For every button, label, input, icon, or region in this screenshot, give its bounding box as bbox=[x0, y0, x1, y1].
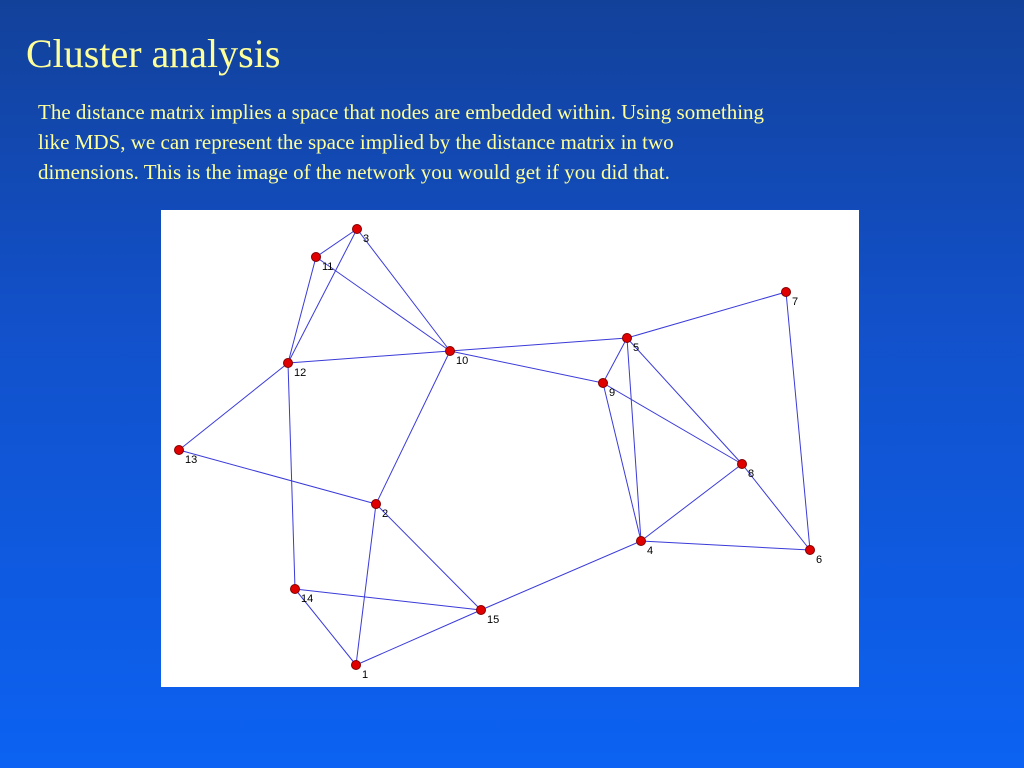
body-line-3: dimensions. This is the image of the network you would get if you did that. bbox=[38, 160, 670, 184]
edge-5-9 bbox=[603, 338, 627, 383]
body-line-1: The distance matrix implies a space that nodes are embedded within. Using something bbox=[38, 100, 765, 124]
node-4 bbox=[637, 537, 654, 558]
edge-12-14 bbox=[288, 363, 295, 589]
edge-12-13 bbox=[179, 363, 288, 450]
node-dot bbox=[623, 334, 632, 343]
node-6 bbox=[806, 546, 823, 567]
edge-10-5 bbox=[450, 338, 627, 351]
edge-11-12 bbox=[288, 257, 316, 363]
edge-13-2 bbox=[179, 450, 376, 504]
node-15 bbox=[477, 606, 500, 627]
node-dot bbox=[352, 661, 361, 670]
body-line-2: like MDS, we can represent the space implied by the distance matrix in two bbox=[38, 130, 674, 154]
edge-10-2 bbox=[376, 351, 450, 504]
node-7 bbox=[782, 288, 799, 309]
node-dot bbox=[637, 537, 646, 546]
node-label: 6 bbox=[816, 554, 823, 566]
node-label: 4 bbox=[647, 545, 654, 557]
slide-title: Cluster analysis bbox=[26, 31, 281, 76]
nodes-layer bbox=[175, 225, 823, 682]
node-13 bbox=[175, 446, 198, 467]
node-dot bbox=[738, 460, 747, 469]
edge-4-15 bbox=[481, 541, 641, 610]
network-diagram bbox=[161, 210, 859, 687]
edge-11-10 bbox=[316, 257, 450, 351]
node-dot bbox=[291, 585, 300, 594]
edge-8-4 bbox=[641, 464, 742, 541]
edge-3-11 bbox=[316, 229, 357, 257]
node-label: 3 bbox=[363, 233, 370, 245]
node-dot bbox=[806, 546, 815, 555]
node-label: 12 bbox=[294, 367, 307, 379]
edge-10-9 bbox=[450, 351, 603, 383]
node-label: 2 bbox=[382, 508, 389, 520]
node-14 bbox=[291, 585, 314, 606]
node-dot bbox=[599, 379, 608, 388]
edge-15-1 bbox=[356, 610, 481, 665]
node-label: 8 bbox=[748, 468, 755, 480]
edge-3-12 bbox=[288, 229, 357, 363]
node-label: 7 bbox=[792, 296, 799, 308]
node-label: 5 bbox=[633, 342, 640, 354]
edge-2-15 bbox=[376, 504, 481, 610]
node-label: 9 bbox=[609, 387, 616, 399]
node-5 bbox=[623, 334, 640, 355]
node-dot bbox=[477, 606, 486, 615]
edge-9-8 bbox=[603, 383, 742, 464]
network-diagram-panel bbox=[161, 210, 859, 687]
node-dot bbox=[372, 500, 381, 509]
node-dot bbox=[446, 347, 455, 356]
node-label: 1 bbox=[362, 669, 369, 681]
node-1 bbox=[352, 661, 369, 682]
node-dot bbox=[782, 288, 791, 297]
node-label: 15 bbox=[487, 614, 500, 626]
node-dot bbox=[175, 446, 184, 455]
node-label: 13 bbox=[185, 454, 198, 466]
edge-7-6 bbox=[786, 292, 810, 550]
node-label: 14 bbox=[301, 593, 314, 605]
edge-12-10 bbox=[288, 351, 450, 363]
node-dot bbox=[353, 225, 362, 234]
node-dot bbox=[312, 253, 321, 262]
edge-5-8 bbox=[627, 338, 742, 464]
edges-layer bbox=[179, 229, 810, 665]
node-dot bbox=[284, 359, 293, 368]
edge-14-15 bbox=[295, 589, 481, 610]
node-8 bbox=[738, 460, 755, 481]
node-9 bbox=[599, 379, 616, 400]
edge-2-1 bbox=[356, 504, 376, 665]
slide-body-text bbox=[38, 97, 958, 187]
edge-5-7 bbox=[627, 292, 786, 338]
node-label: 10 bbox=[456, 355, 469, 367]
edge-4-6 bbox=[641, 541, 810, 550]
node-label: 11 bbox=[322, 261, 334, 273]
edge-3-10 bbox=[357, 229, 450, 351]
